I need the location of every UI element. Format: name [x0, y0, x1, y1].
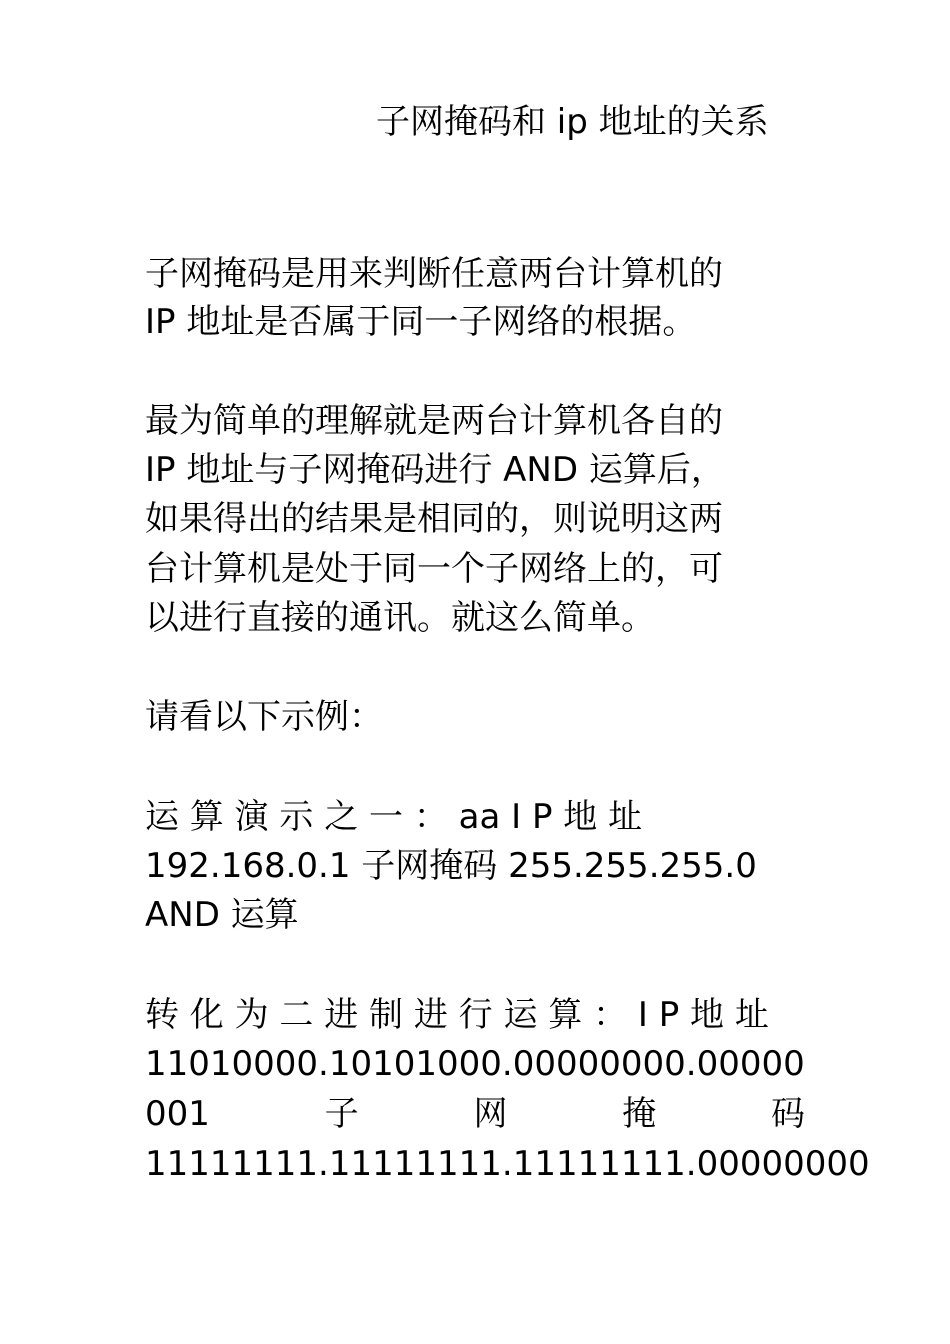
- document-title: 子网掩码和 ip 地址的关系: [376, 102, 769, 142]
- paragraph-5-line-3: [145, 1090, 805, 1138]
- mask-char-3: 掩: [622, 1094, 657, 1134]
- paragraph-5-line-2: 11010000.10101000.00000000.00000: [145, 1044, 805, 1084]
- paragraph-2-line-3: 如果得出的结果是相同的，则说明这两: [145, 499, 723, 539]
- paragraph-4-line-3: AND 运算: [145, 895, 299, 935]
- paragraph-5-line-1: 转 化 为 二 进 制 进 行 运 算 ： I P 地 址: [145, 995, 769, 1035]
- paragraph-5-line-4: 11111111.11111111.11111111.00000000: [145, 1144, 870, 1184]
- mask-char-1: 子: [324, 1094, 359, 1134]
- paragraph-2-line-1: 最为简单的理解就是两台计算机各自的: [145, 401, 723, 441]
- mask-char-4: 码: [770, 1094, 805, 1134]
- paragraph-2-line-4: 台计算机是处于同一个子网络上的，可: [145, 549, 723, 589]
- paragraph-1-line-2: IP 地址是否属于同一子网络的根据。: [145, 302, 697, 342]
- paragraph-2-line-5: 以进行直接的通讯。就这么简单。: [145, 598, 655, 638]
- binary-fragment: 001: [145, 1094, 210, 1134]
- paragraph-1-line-1: 子网掩码是用来判断任意两台计算机的: [145, 254, 723, 294]
- paragraph-4-line-1: 运 算 演 示 之 一 ： aa I P 地 址: [145, 797, 643, 837]
- paragraph-3-line-1: 请看以下示例：: [145, 697, 383, 737]
- mask-char-2: 网: [473, 1094, 508, 1134]
- paragraph-2-line-2: IP 地址与子网掩码进行 AND 运算后，: [145, 450, 725, 490]
- paragraph-4-line-2: 192.168.0.1 子网掩码 255.255.255.0: [145, 846, 757, 886]
